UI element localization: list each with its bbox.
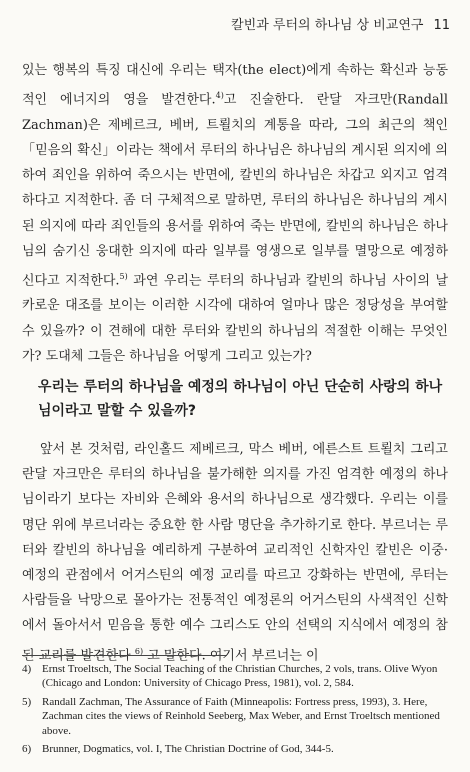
paragraph-text: 과연 우리는 루터의 하나님과 칼빈의 하나님 사이의 날카로운 대조를 보이는 이러한 시각에 대하여 얼마나 많은 정당성을 부여할 수 있을까? 이 견해에 대한 루터와 칼빈의 하나님의 적절한 이해는 무엇인가? 도대체 그들은 하나님을 어떻게 그리고 있는가? — [22, 273, 449, 364]
footnote-number: 5) — [22, 695, 32, 708]
footnote-ref-6[interactable]: 6) — [134, 646, 144, 656]
footnote-divider — [22, 655, 227, 656]
footnote-number: 6) — [22, 743, 32, 756]
paragraph-text: 고 진술한다. 란달 자크만(Randall Zachman)은 제베르크, 베버, 트뢸치의 계통을 따라, 그의 최근의 책인 「믿음의 확신」이라는 책에서 루터의 하나님은 하나님의 계시된 의지에 의하여 죄인을 위하여 죽으시는 반면에, 칼빈의 하나님은 차갑고 외지고 엄격하다고 지적한다. 좀 더 구체적으로 말하면, 루터의 하나님은 하나님의 계시된 의지에 따라 죄인들의 용서를 위하여 죽는 반면에, 칼빈의 하나님은 하나님의 숨기신 웅대한 의지에 따라 일부를 영생으로 일부를 멸망으로 예정하신다고 지적한다. — [22, 92, 448, 289]
footnote-number: 4) — [22, 663, 32, 675]
header-title: 칼빈과 루터의 하나님 상 비교연구 — [231, 18, 424, 33]
footnote-ref-4[interactable]: 4) — [215, 91, 224, 101]
footnotes — [22, 662, 448, 760]
page-number: 11 — [433, 18, 450, 33]
paragraph-text: 앞서 본 것처럼, 라인홀드 제베르크, 막스 베버, 에른스트 트뢸치 그리고 란달 자크만은 루터의 하나님을 불가해한 의지를 가진 엄격한 예정의 하나님이라기 보다는 자비와 은혜와 용서의 하나님으로 생각했다. 우리는 이를 명단 위에 부르너라는 중요한 한 사람 명단을 추가하기로 한다. 부르너는 루터와 칼빈의 하나님을 예리하게 구분하여 교리적인 신학자인 칼빈은 이중·예정의 관점에서 어거스틴의 예정 교리를 따르고 강화하는 반면에, 루터는 사람들을 낙망으로 몰아가는 전통적인 예정론의 어거스틴의 사색적인 신학에서 돌아서서 믿음을 통한 예수 그리스도 안의 선택의 지식에서 예정의 참된 교리를 발견한다 — [22, 442, 448, 663]
section-heading: 우리는 루터의 하나님을 예정의 하나님이 아닌 단순히 사랑의 하나님이라고 말할 수 있을까? — [38, 379, 443, 419]
body-paragraph-1 — [22, 58, 448, 369]
paragraph-text: 있는 행복의 특징 대신에 우리는 택자(the elect)에게 속하는 확신과 능동적인 에너지의 영을 발견한다. — [22, 63, 448, 108]
footnote-text: Ernst Troeltsch, The Social Teaching of the Christian Churches, 2 vols, trans. Olive Wyon (Chicago and London: University of Chicago Press, 1981), vol. 2, 584. — [42, 663, 438, 690]
footnote-ref-5[interactable]: 5) — [119, 271, 128, 281]
body-paragraph-2 — [22, 437, 448, 668]
running-header — [231, 14, 450, 33]
footnote-text: Randall Zachman, The Assurance of Faith (Minneapolis: Fortress press, 1993), 3. Here, Zachman cites the views of Reinhold Seeberg, Max Weber, and Ernst Troeltsch mentioned above. — [42, 695, 440, 737]
footnote-4 — [22, 662, 448, 691]
footnote-5 — [22, 695, 448, 738]
paragraph-text: 고 말한다. 여기서 부르너는 이 — [143, 647, 319, 663]
footnote-text: Brunner, Dogmatics, vol. I, The Christian Doctrine of God, 344-5. — [42, 743, 334, 756]
footnote-6 — [22, 742, 448, 756]
